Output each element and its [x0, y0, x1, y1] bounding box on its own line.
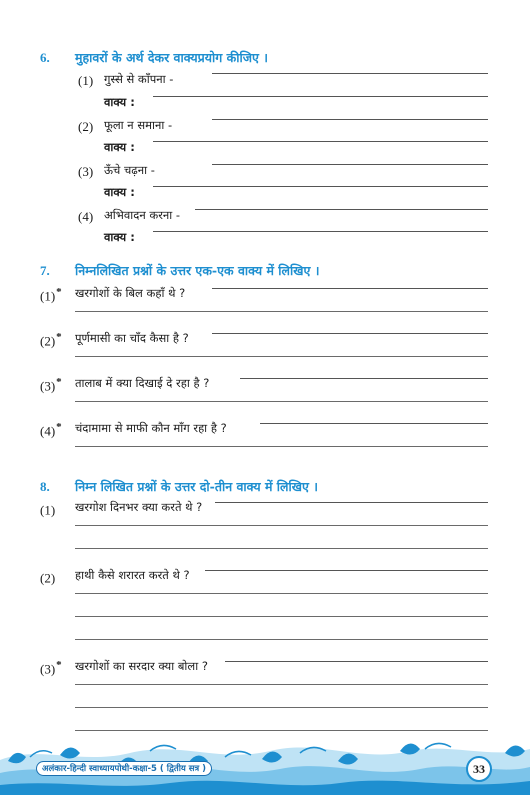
answer-line[interactable] [75, 707, 488, 708]
question-text: चंदामामा से माफी कौन माँग रहा है ? [75, 421, 227, 435]
question-text: पूर्णमासी का चाँद कैसा है ? [75, 331, 189, 345]
star-mark: * [56, 376, 62, 388]
star-mark: * [56, 286, 62, 298]
answer-line[interactable] [75, 730, 488, 731]
question-heading: मुहावरों के अर्थ देकर वाक्यप्रयोग कीजिए । [75, 50, 269, 65]
answer-line[interactable] [212, 333, 488, 334]
item-number: (4)* [40, 421, 62, 439]
question-number: 6. [40, 50, 50, 65]
vakya-label: वाक्य : [104, 95, 135, 109]
item-number: (2) [40, 570, 56, 586]
question-text: खरगोशों का सरदार क्या बोला ? [75, 659, 208, 673]
answer-line[interactable] [75, 311, 488, 312]
item-number: (1)* [40, 286, 62, 304]
answer-line[interactable] [195, 209, 488, 210]
answer-line[interactable] [212, 288, 488, 289]
item-number: (4) [78, 209, 94, 224]
answer-line[interactable] [225, 661, 488, 662]
question-text: खरगोशों के बिल कहाँ थे ? [75, 286, 186, 300]
item-number: (1) [40, 502, 56, 518]
question-text: हाथी कैसे शरारत करते थे ? [75, 568, 190, 582]
star-mark: * [56, 331, 62, 343]
idiom-text: अभिवादन करना - [104, 208, 181, 222]
vakya-label: वाक्य : [104, 230, 135, 244]
vakya-label: वाक्य : [104, 140, 135, 154]
answer-line[interactable] [75, 639, 488, 640]
item-number: (3)* [40, 659, 62, 677]
question-heading: निम्न लिखित प्रश्नों के उत्तर दो-तीन वाक्य में लिखिए । [75, 479, 318, 494]
star-mark: * [56, 421, 62, 433]
answer-line[interactable] [240, 378, 488, 379]
item-number: (3)* [40, 376, 62, 394]
answer-line[interactable] [212, 73, 488, 74]
answer-line[interactable] [75, 684, 488, 685]
answer-line[interactable] [75, 593, 488, 594]
answer-line[interactable] [75, 548, 488, 549]
item-number: (2) [78, 119, 94, 134]
answer-line[interactable] [215, 502, 488, 503]
question-number: 7. [40, 263, 50, 278]
star-mark: * [56, 659, 62, 671]
answer-line[interactable] [75, 616, 488, 617]
answer-line[interactable] [153, 186, 488, 187]
question-text: खरगोश दिनभर क्या करते थे ? [75, 500, 203, 514]
question-heading: निम्नलिखित प्रश्नों के उत्तर एक-एक वाक्य में लिखिए । [75, 263, 320, 278]
answer-line[interactable] [205, 570, 488, 571]
answer-line[interactable] [75, 401, 488, 402]
footer-book-title: अलंकार-हिन्दी स्वाध्यायपोथी-कक्षा-5 ( द्वितीय सत्र ) [36, 761, 212, 776]
answer-line[interactable] [153, 96, 488, 97]
question-number: 8. [40, 479, 50, 494]
answer-line[interactable] [212, 119, 488, 120]
idiom-text: ऊँचे चढ़ना - [104, 163, 155, 177]
answer-line[interactable] [260, 423, 488, 424]
answer-line[interactable] [153, 231, 488, 232]
answer-line[interactable] [212, 164, 488, 165]
answer-line[interactable] [75, 446, 488, 447]
page-number: 33 [466, 756, 492, 782]
question-text: तालाब में क्या दिखाई दे रहा है ? [75, 376, 210, 390]
answer-line[interactable] [153, 141, 488, 142]
idiom-text: फूला न समाना - [104, 118, 173, 132]
answer-line[interactable] [75, 525, 488, 526]
idiom-text: गुस्से से काँपना - [104, 72, 174, 86]
item-number: (1) [78, 73, 94, 88]
item-number: (2)* [40, 331, 62, 349]
item-number: (3) [78, 164, 94, 179]
vakya-label: वाक्य : [104, 185, 135, 199]
answer-line[interactable] [75, 356, 488, 357]
